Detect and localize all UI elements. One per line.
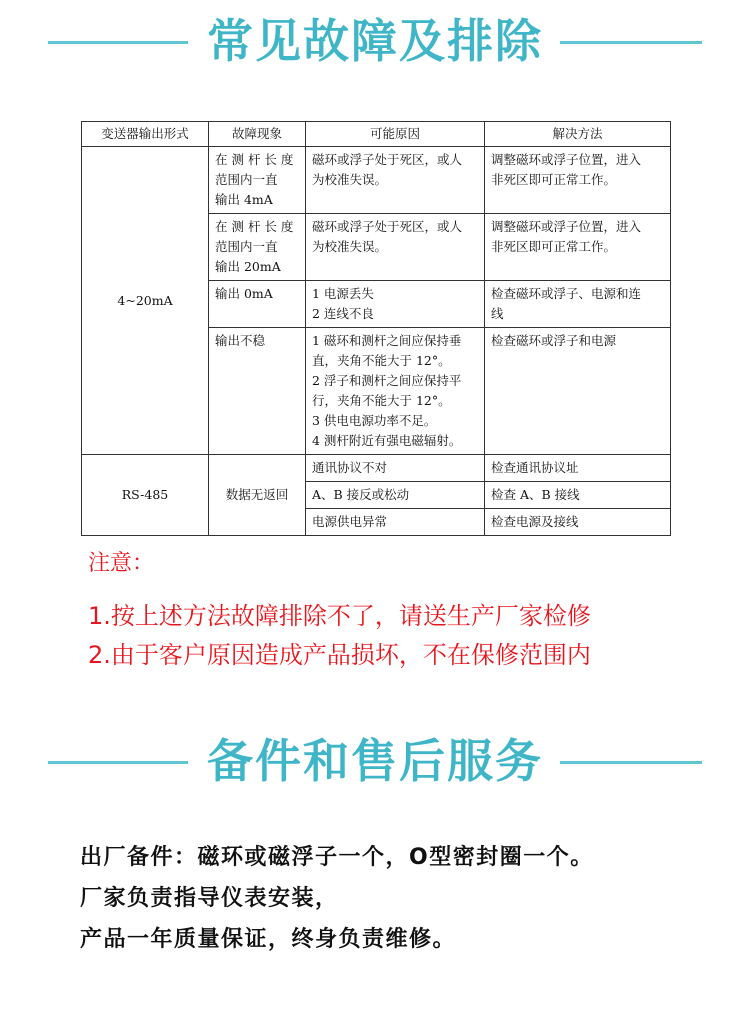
cause-cell: A、B 接反或松动 (306, 482, 485, 509)
symptom-cell: 在 测 杆 长 度 范围内一直 输出 4mA (209, 147, 306, 214)
cause-cell: 1 电源丢失 2 连线不良 (306, 281, 485, 328)
solution-cell: 调整磁环或浮子位置，进入 非死区即可正常工作。 (485, 214, 671, 281)
cause-cell: 通讯协议不对 (306, 455, 485, 482)
solution-cell: 检查磁环或浮子和电源 (485, 328, 671, 455)
notice-item: 2.由于客户原因造成产品损坏，不在保修范围内 (88, 641, 591, 669)
output-type-cell: 4~20mA (82, 147, 209, 455)
service-line: 厂家负责指导仪表安装， (80, 886, 339, 911)
cause-cell: 磁环或浮子处于死区，或人 为校准失误。 (306, 147, 485, 214)
header-rule-right (560, 761, 702, 764)
symptom-cell: 数据无返回 (209, 455, 306, 536)
service-line: 出厂备件：磁环或磁浮子一个，O型密封圈一个。 (80, 845, 594, 870)
cause-cell: 1 磁环和测杆之间应保持垂 直，夹角不能大于 12°。 2 浮子和测杆之间应保持平 行，夹角不能大于 12°。 3 供电电源功率不足。 4 测杆附近有强电磁辐射。 (306, 328, 485, 455)
section-title: 备件和售后服务 (207, 734, 543, 788)
table-row (82, 455, 671, 482)
column-header: 故障现象 (209, 122, 306, 147)
column-header: 解决方法 (485, 122, 671, 147)
column-header: 变送器输出形式 (82, 122, 209, 147)
notice-item: 1.按上述方法故障排除不了，请送生产厂家检修 (88, 602, 591, 630)
header-rule-right (560, 41, 702, 44)
notice-title: 注意： (88, 551, 155, 576)
section-title: 常见故障及排除 (207, 14, 543, 68)
header-rule-left (48, 41, 188, 44)
header-rule-left (48, 761, 188, 764)
solution-cell: 检查电源及接线 (485, 509, 671, 536)
solution-cell: 检查通讯协议址 (485, 455, 671, 482)
table-row (82, 147, 671, 214)
symptom-cell: 输出不稳 (209, 328, 306, 455)
symptom-cell: 在 测 杆 长 度 范围内一直 输出 20mA (209, 214, 306, 281)
solution-cell: 检查磁环或浮子、电源和连 线 (485, 281, 671, 328)
service-line: 产品一年质量保证，终身负责维修。 (80, 927, 457, 952)
column-header: 可能原因 (306, 122, 485, 147)
section-header-service (0, 726, 750, 796)
cause-cell: 电源供电异常 (306, 509, 485, 536)
section-header-faults (0, 6, 750, 76)
symptom-cell: 输出 0mA (209, 281, 306, 328)
solution-cell: 检查 A、B 接线 (485, 482, 671, 509)
table-header-row (82, 122, 671, 147)
troubleshooting-table (81, 121, 671, 536)
output-type-cell: RS-485 (82, 455, 209, 536)
solution-cell: 调整磁环或浮子位置，进入 非死区即可正常工作。 (485, 147, 671, 214)
cause-cell: 磁环或浮子处于死区，或人 为校准失误。 (306, 214, 485, 281)
